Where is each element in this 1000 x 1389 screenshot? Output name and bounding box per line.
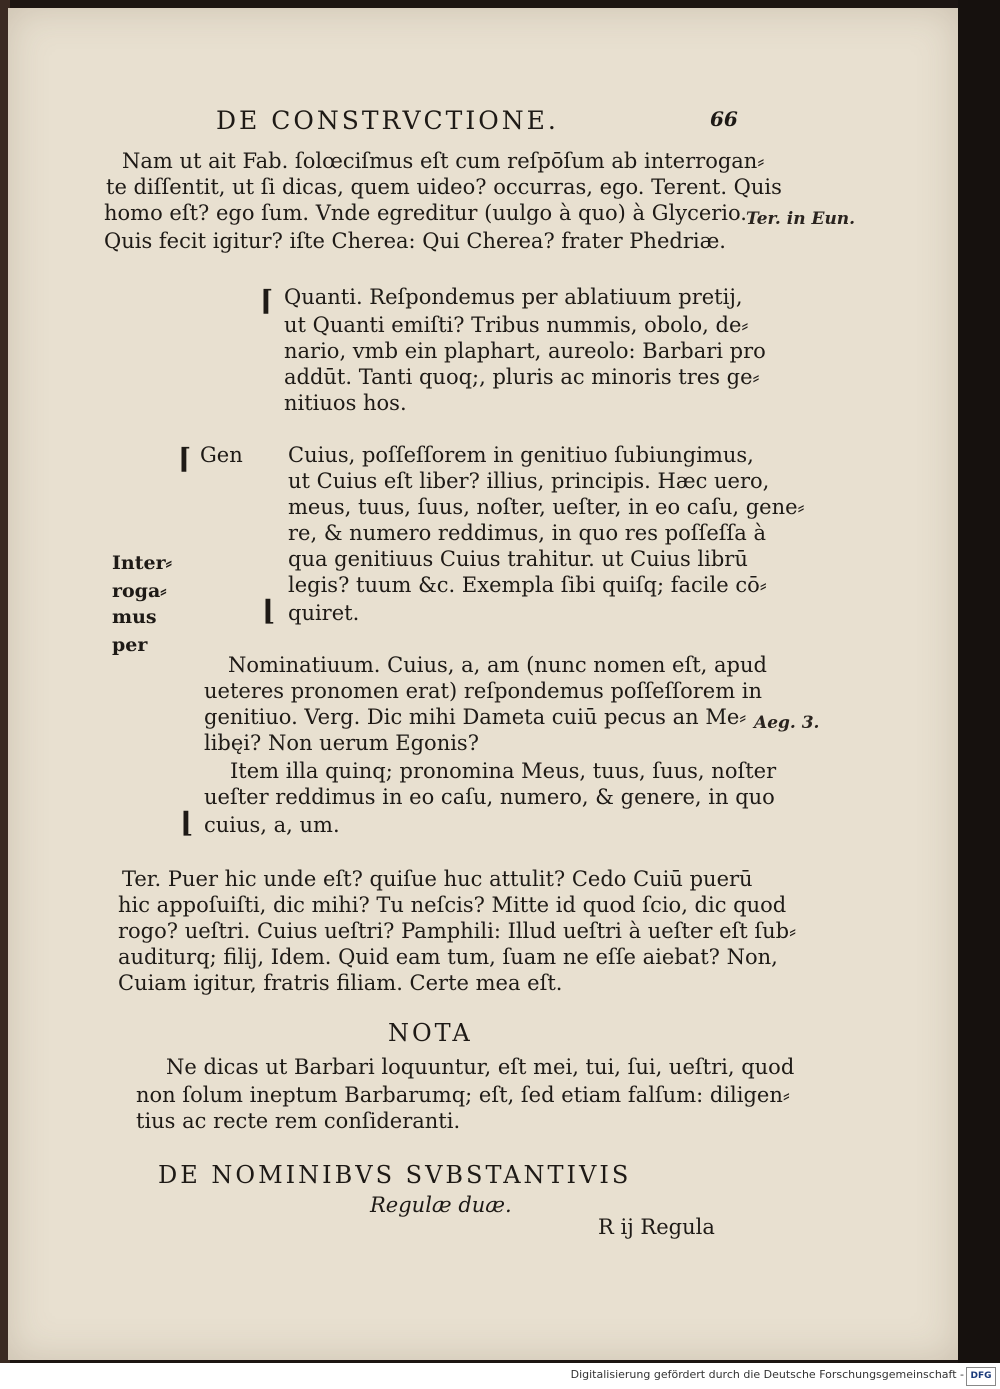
text-line: ut Quanti emiſti? Tribus nummis, obolo, de⸗: [284, 313, 749, 337]
label-inter-line: per: [112, 634, 148, 656]
label-inter-line: roga⸗: [112, 580, 167, 602]
text-line: addūt. Tanti quoq;, pluris ac minoris tres ge⸗: [284, 365, 760, 389]
text-line: Ter. Puer hic unde eſt? quiſue huc attulit? Cedo Cuiū puerū: [122, 867, 753, 891]
text-line: qua genitiuus Cuius trahitur. ut Cuius librū: [288, 547, 748, 571]
text-line: Nam ut ait Fab. ſolœciſmus eſt cum reſpōſum ab interrogan⸗: [122, 149, 765, 173]
text-line: re, & numero reddimus, in quo res poſſeſſa à: [288, 521, 767, 545]
text-line: quiret.: [288, 601, 360, 625]
page-number: 66: [710, 107, 738, 131]
text-line: Ne dicas ut Barbari loquuntur, eſt mei, tui, ſui, ueſtri, quod: [166, 1055, 795, 1079]
text-line: Item illa quinq; pronomina Meus, tuus, ſuus, noſter: [230, 759, 777, 783]
brace-glyph: ⌊: [262, 594, 276, 627]
text-line: ueſter reddimus in eo caſu, numero, & genere, in quo: [204, 785, 775, 809]
text-line: tius ac recte rem conſideranti.: [136, 1109, 461, 1133]
text-line: Cuius, poſſeſſorem in genitiuo ſubiungimus,: [288, 443, 754, 467]
text-line: te diſſentit, ut ſi dicas, quem uideo? occurras, ego. Terent. Quis: [106, 175, 782, 199]
text-line: hic appoſuiſti, dic mihi? Tu neſcis? Mitte id quod ſcio, dic quod: [118, 893, 787, 917]
text-line: nario, vmb ein plaphart, aureolo: Barbari pro: [284, 339, 766, 363]
margin-note: Ter. in Eun.: [746, 209, 856, 229]
brace-glyph: ⌈: [260, 284, 274, 317]
text-line: rogo? ueſtri. Cuius ueſtri? Pamphili: Illud ueſtri à ueſter eſt ſub⸗: [118, 919, 797, 943]
text-line: ut Cuius eſt liber? illius, principis. Hæc uero,: [288, 469, 770, 493]
text-line: nitiuos hos.: [284, 391, 407, 415]
text-line: libęi? Non uerum Egonis?: [204, 731, 479, 755]
page-edge-shadow: [958, 0, 1000, 1365]
text-line: meus, tuus, ſuus, noſter, ueſter, in eo caſu, gene⸗: [288, 495, 805, 519]
text-line: auditurq; filij, Idem. Quid eam tum, ſuam ne eſſe aiebat? Non,: [118, 945, 778, 969]
section-heading: DE NOMINIBVS SVBSTANTIVIS: [158, 1161, 632, 1189]
running-title: DE CONSTRVCTIONE.: [216, 106, 559, 135]
text-line: homo eſt? ego ſum. Vnde egreditur (uulgo à quo) à Glycerio.: [104, 201, 747, 225]
label-gen: Gen: [200, 443, 243, 467]
nota-heading: NOTA: [388, 1019, 473, 1047]
text-line: genitiuo. Verg. Dic mihi Dameta cuiū pecus an Me⸗: [204, 705, 747, 729]
text-line: Cuiam igitur, fratris filiam. Certe mea eſt.: [118, 971, 563, 995]
margin-note: Aeg. 3.: [754, 713, 820, 733]
label-inter-line: mus: [112, 606, 157, 628]
text-line: cuius, a, um.: [204, 813, 340, 837]
brace-glyph: ⌊: [180, 806, 194, 839]
text-line: Quis fecit igitur? iſte Cherea: Qui Cherea? frater Phedriæ.: [104, 229, 726, 253]
text-line: Quanti. Reſpondemus per ablatiuum pretij,: [284, 285, 743, 309]
footer-bar: [0, 1363, 1000, 1389]
text-line: ueteres pronomen erat) reſpondemus poſſeſſorem in: [204, 679, 763, 703]
text-line: non ſolum ineptum Barbarumq; eſt, ſed etiam falſum: diligen⸗: [136, 1083, 790, 1107]
label-inter-line: Inter⸗: [112, 552, 172, 574]
text-line: legis? tuum &c. Exempla ſibi quiſq; facile cō⸗: [288, 573, 767, 597]
catchword: R ij Regula: [598, 1215, 715, 1239]
text-line: Nominatiuum. Cuius, a, am (nunc nomen eſt, apud: [228, 653, 767, 677]
footer-credit: Digitalisierung gefördert durch die Deutsche Forschungsgemeinschaft -: [570, 1368, 964, 1381]
dfg-logo: DFG: [966, 1367, 996, 1386]
brace-glyph: ⌈: [178, 442, 192, 475]
section-subheading: Regulæ duæ.: [370, 1193, 512, 1217]
